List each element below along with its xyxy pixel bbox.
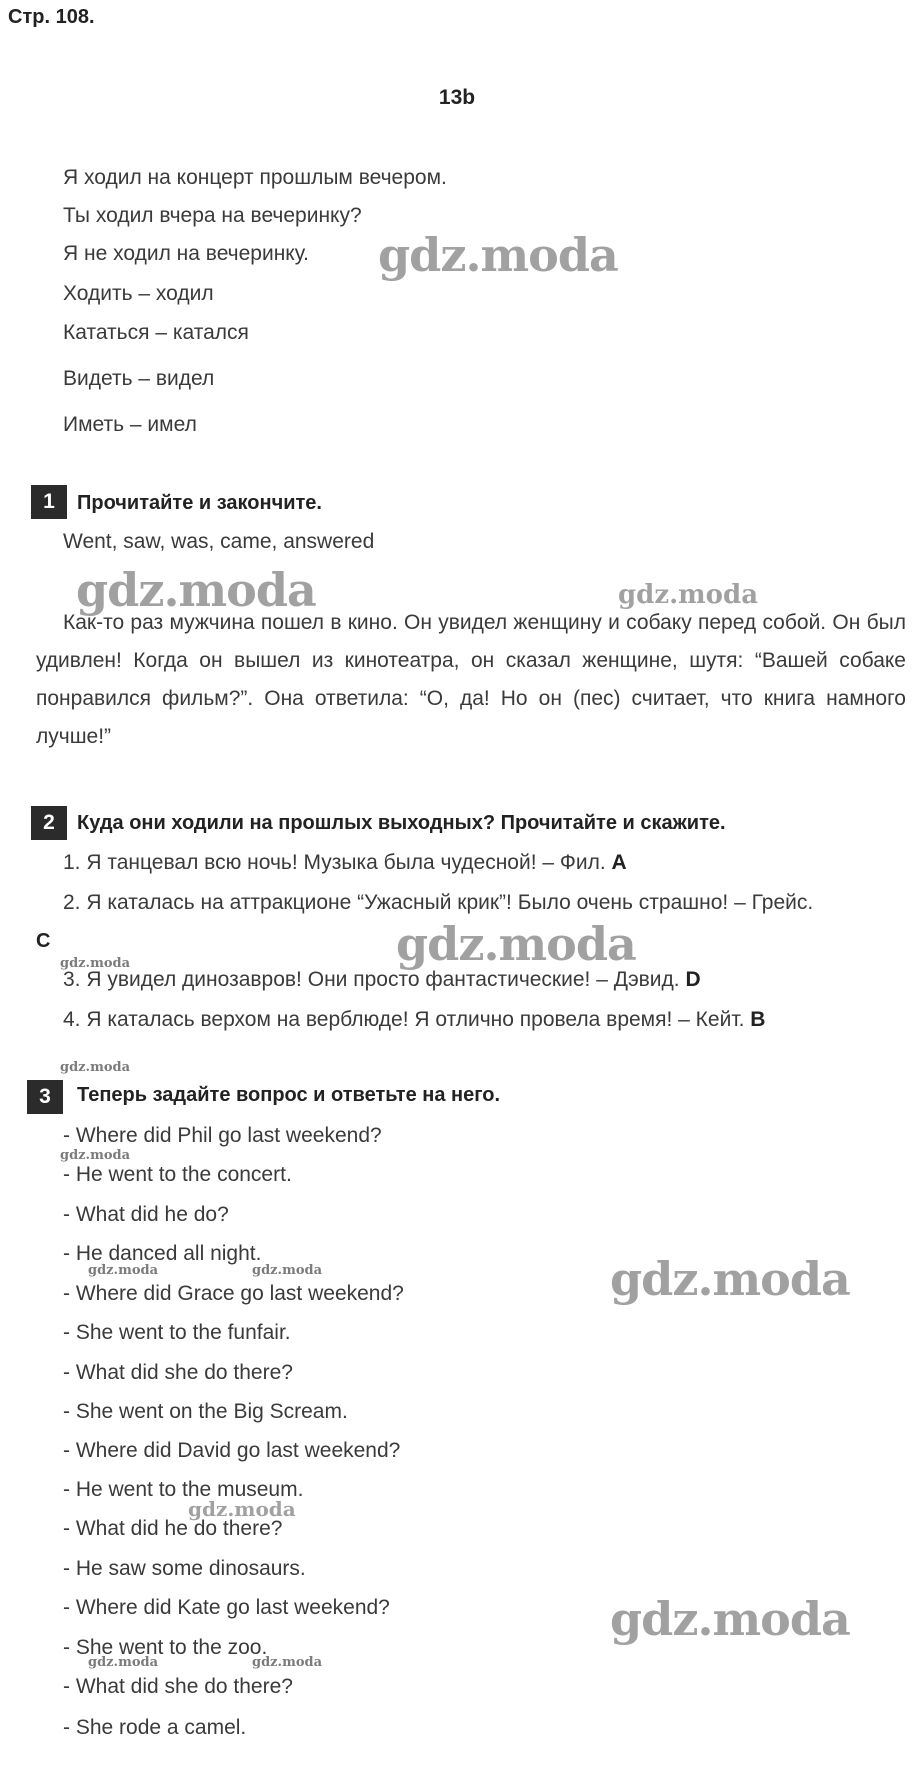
watermark: gdz.moda xyxy=(396,917,636,971)
exercise-2-item-answer: A xyxy=(611,851,627,874)
dialogue-line: - She went on the Big Scream. xyxy=(63,1400,348,1423)
watermark: gdz.moda xyxy=(610,1592,850,1646)
exercise-1-words: Went, saw, was, came, answered xyxy=(63,530,375,553)
dialogue-line: - What did she do there? xyxy=(63,1361,293,1384)
watermark: gdz.moda xyxy=(88,1655,159,1670)
exercise-2-item xyxy=(63,891,813,915)
dialogue-line: - Where did Grace go last weekend? xyxy=(63,1282,404,1305)
watermark: gdz.moda xyxy=(60,1148,131,1163)
dialogue-line: - Where did David go last weekend? xyxy=(63,1439,401,1462)
dialogue-line: - He went to the museum. xyxy=(63,1478,304,1501)
watermark: gdz.moda xyxy=(252,1655,323,1670)
watermark: gdz.moda xyxy=(60,1060,131,1075)
dialogue-line: - What did he do? xyxy=(63,1203,229,1226)
watermark: gdz.moda xyxy=(252,1263,323,1278)
intro-line: Я не ходил на вечеринку. xyxy=(63,242,309,265)
exercise-3-heading: Теперь задайте вопрос и ответьте на него. xyxy=(77,1084,501,1106)
unit-title: 13b xyxy=(438,86,476,109)
exercise-2-item-text: 2. Я каталась на аттракционе “Ужасный крик”! Было очень страшно! – Грейс. xyxy=(63,891,814,914)
watermark: gdz.moda xyxy=(88,1263,159,1278)
intro-line: Я ходил на концерт прошлым вечером. xyxy=(63,166,447,189)
exercise-2-item xyxy=(63,968,701,992)
page-number: Стр. 108. xyxy=(8,6,95,28)
watermark: gdz.moda xyxy=(610,1252,850,1306)
watermark: gdz.moda xyxy=(76,563,316,617)
exercise-2-item-answer: B xyxy=(750,1008,766,1031)
exercise-2-number-badge: 2 xyxy=(31,806,67,840)
intro-line: Кататься – катался xyxy=(63,321,249,344)
exercise-1-text: Как-то раз мужчина пошел в кино. Он увидел женщину и собаку перед собой. Он был удивлен! Когда он вышел из кинотеатра, он сказал женщине, шутя: “Вашей собаке понравился фильм?”. Она ответила: “О, да! Но он (пес) считает, что книга намного лучше!” xyxy=(36,611,906,748)
exercise-2-item-text: 3. Я увидел динозавров! Они просто фантастические! – Дэвид. xyxy=(63,968,680,991)
dialogue-line: - She went to the funfair. xyxy=(63,1321,291,1344)
intro-line: Ты ходил вчера на вечеринку? xyxy=(63,204,362,227)
intro-line: Иметь – имел xyxy=(63,413,197,436)
exercise-2-item xyxy=(63,1008,765,1032)
dialogue-line: - What did she do there? xyxy=(63,1675,293,1698)
exercise-2-item-text: 1. Я танцевал всю ночь! Музыка была чудесной! – Фил. xyxy=(63,851,606,874)
dialogue-line: - He danced all night. xyxy=(63,1242,262,1265)
watermark: gdz.moda xyxy=(618,580,759,610)
dialogue-line: - She rode a camel. xyxy=(63,1716,247,1739)
dialogue-line: - She went to the zoo. xyxy=(63,1636,268,1659)
watermark: gdz.moda xyxy=(188,1497,296,1521)
dialogue-line: - Where did Phil go last weekend? xyxy=(63,1124,382,1147)
exercise-3-number-badge: 3 xyxy=(27,1080,63,1114)
exercise-1-number-badge: 1 xyxy=(31,485,67,519)
exercise-2-item-answer: C xyxy=(36,930,51,952)
exercise-1-heading: Прочитайте и закончите. xyxy=(77,492,322,514)
dialogue-line: - What did he do there? xyxy=(63,1517,283,1540)
watermark: gdz.moda xyxy=(60,956,131,971)
dialogue-line: - He went to the concert. xyxy=(63,1163,292,1186)
dialogue-line: - He saw some dinosaurs. xyxy=(63,1557,306,1580)
watermark: gdz.moda xyxy=(378,228,618,282)
intro-line: Видеть – видел xyxy=(63,367,215,390)
exercise-2-item-text: 4. Я каталась верхом на верблюде! Я отлично провела время! – Кейт. xyxy=(63,1008,745,1031)
exercise-2-item xyxy=(63,851,627,875)
exercise-2-item-answer: D xyxy=(685,968,701,991)
dialogue-line: - Where did Kate go last weekend? xyxy=(63,1596,390,1619)
exercise-2-heading: Куда они ходили на прошлых выходных? Прочитайте и скажите. xyxy=(77,812,726,834)
intro-line: Ходить – ходил xyxy=(63,282,214,305)
